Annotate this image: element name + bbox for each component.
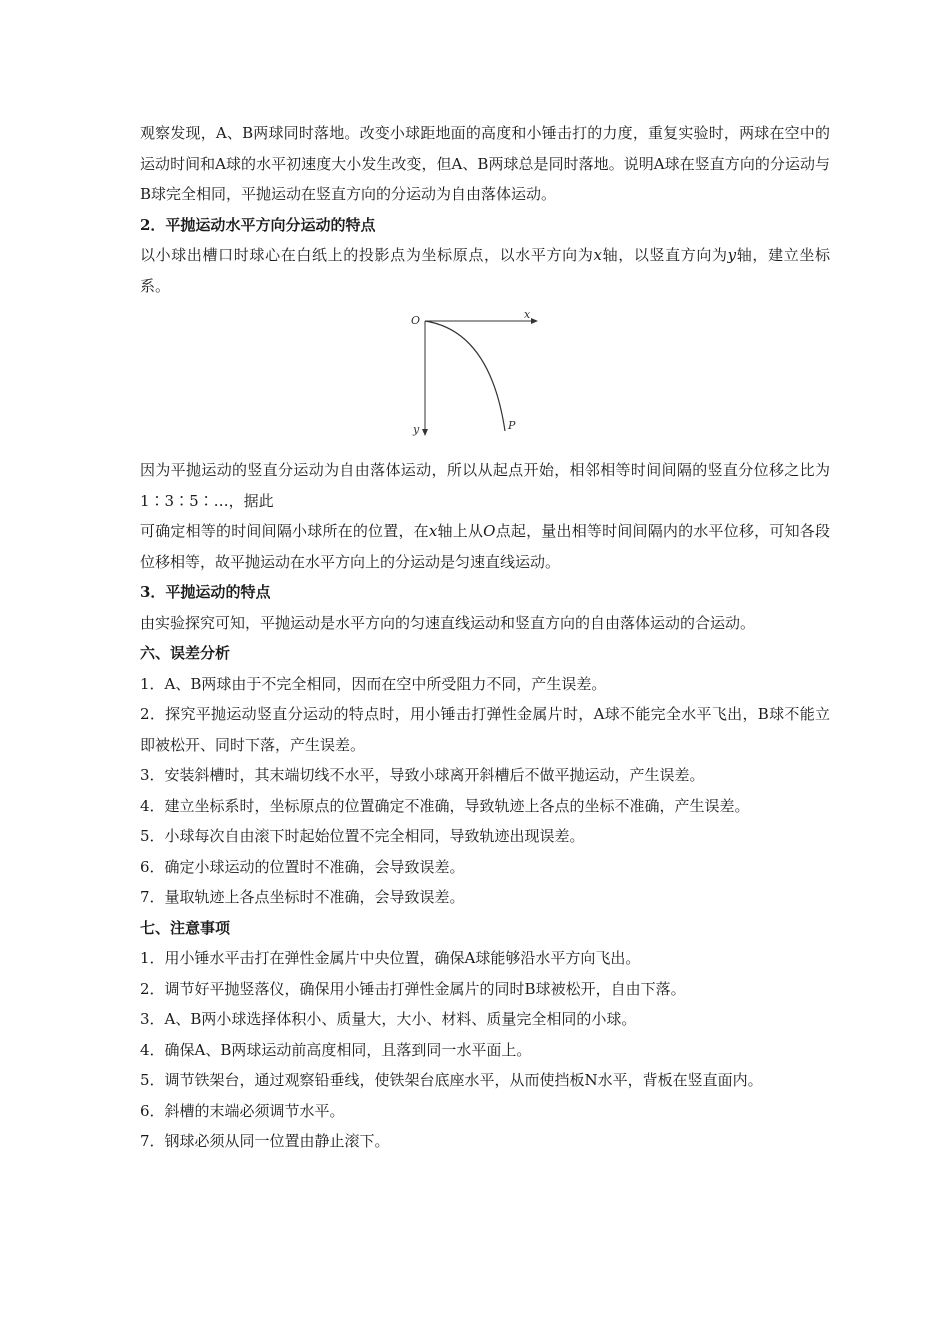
text-segment: 可确定相等的时间间隔小球所在的位置，在 bbox=[140, 522, 429, 540]
paragraph-coordinate-system bbox=[140, 240, 830, 301]
list-item: 4．建立坐标系时，坐标原点的位置确定不准确，导致轨迹上各点的坐标不准确，产生误差。 bbox=[140, 796, 750, 815]
trajectory-curve bbox=[425, 321, 505, 431]
list-item: 3．A、B两小球选择体积小、质量大，大小、材料、质量完全相同的小球。 bbox=[140, 1010, 637, 1028]
heading-projectile-features: 3．平抛运动的特点 bbox=[140, 583, 271, 601]
text-segment: 轴，建立坐标系。 bbox=[140, 246, 830, 295]
list-item: 4．确保A、B两球运动前高度相同，且落到同一水平面上。 bbox=[140, 1040, 532, 1059]
list-item: 1．A、B两球由于不完全相同，因而在空中所受阻力不同，产生误差。 bbox=[140, 674, 607, 693]
paragraph-observation: 观察发现，A、B两球同时落地。改变小球距地面的高度和小锤击打的力度，重复实验时，两球在空中的运动时间和A球的水平初速度大小发生改变，但A、B两球总是同时落地。说明A球在竖直方向的分运动与B球完全相同，平抛运动在竖直方向的分运动为自由落体运动。 bbox=[140, 124, 830, 203]
list-item: 5．调节铁架台，通过观察铅垂线，使铁架台底座水平，从而使挡板N水平，背板在竖直面内。 bbox=[140, 1071, 763, 1089]
list-item: 2．调节好平抛竖落仪，确保用小锤击打弹性金属片的同时B球被松开，自由下落。 bbox=[140, 979, 686, 998]
heading-notes: 七、注意事项 bbox=[140, 918, 231, 937]
text-segment: 点起，量出相等时间间隔内的水平位移，可知各段位移相等，故平抛运动在水平方向上的分运动是匀速直线运动。 bbox=[140, 522, 830, 571]
point-p-label: P bbox=[508, 419, 516, 432]
list-item: 7．钢球必须从同一位置由静止滚下。 bbox=[140, 1132, 390, 1150]
trajectory-diagram bbox=[410, 309, 550, 441]
paragraph-projectile-conclusion: 由实验探究可知，平抛运动是水平方向的匀速直线运动和竖直方向的自由落体运动的合运动。 bbox=[140, 613, 756, 632]
var-o: O bbox=[483, 522, 496, 540]
paragraph-vertical-ratio: 因为平抛运动的竖直分运动为自由落体运动，所以从起点开始，相邻相等时间间隔的竖直分位移之比为1∶3∶5∶…，据此 bbox=[140, 461, 830, 510]
list-item: 3．安装斜槽时，其末端切线不水平，导致小球离开斜槽后不做平抛运动，产生误差。 bbox=[140, 766, 705, 784]
list-item: 2．探究平抛运动竖直分运动的特点时，用小锤击打弹性金属片时，A球不能完全水平飞出，B球不能立即被松开、同时下落，产生误差。 bbox=[140, 705, 830, 754]
list-item: 6．确定小球运动的位置时不准确，会导致误差。 bbox=[140, 857, 465, 876]
text-segment: 轴，以竖直方向为 bbox=[601, 246, 728, 264]
list-item: 1．用小锤水平击打在弹性金属片中央位置，确保A球能够沿水平方向飞出。 bbox=[140, 949, 641, 967]
heading-error-analysis: 六、误差分析 bbox=[140, 644, 231, 662]
paragraph-horizontal-conclusion bbox=[140, 516, 830, 577]
list-item: 6．斜槽的末端必须调节水平。 bbox=[140, 1101, 345, 1120]
origin-label: O bbox=[411, 314, 421, 327]
var-x: x bbox=[593, 246, 602, 264]
var-x: x bbox=[428, 522, 438, 540]
y-axis-label: y bbox=[413, 423, 420, 436]
text-segment: 轴上从 bbox=[437, 522, 484, 540]
text-segment: 以小球出槽口时球心在白纸上的投影点为坐标原点，以水平方向为 bbox=[140, 246, 594, 264]
list-item: 7．量取轨迹上各点坐标时不准确，会导致误差。 bbox=[140, 888, 465, 906]
x-axis-label: x bbox=[524, 309, 531, 321]
list-item: 5．小球每次自由滚下时起始位置不完全相同，导致轨迹出现误差。 bbox=[140, 827, 585, 845]
document-page bbox=[140, 118, 830, 1157]
var-y: y bbox=[727, 246, 737, 264]
heading-horizontal-motion: 2．平抛运动水平方向分运动的特点 bbox=[140, 215, 376, 234]
trajectory-figure bbox=[140, 309, 830, 449]
